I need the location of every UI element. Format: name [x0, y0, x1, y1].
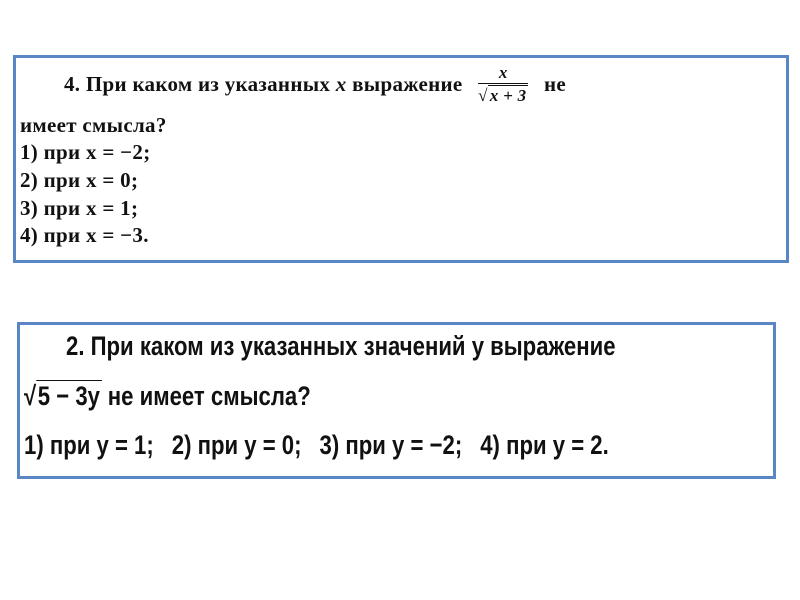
- problem-2-option-2: 2) при y = 0;: [171, 430, 302, 460]
- sqrt-symbol: √: [478, 86, 488, 105]
- problem-4-question-line-2: имеет смысла?: [20, 113, 167, 137]
- problem-4-option-4: 4) при x = −3.: [20, 223, 149, 247]
- problem-4-mid: выражение: [346, 71, 463, 96]
- problem-4-question-line: [64, 63, 567, 106]
- problem-2-option-3: 3) при y = −2;: [319, 430, 463, 460]
- problem-4-tail: не: [544, 71, 567, 96]
- sqrt-symbol: √: [24, 381, 37, 411]
- fraction-numerator: x: [478, 64, 528, 84]
- problem-2-option-1: 1) при y = 1;: [24, 430, 154, 460]
- problem-4-option-3: 3) при x = 1;: [20, 196, 139, 220]
- problem-4-option-2: 2) при x = 0;: [20, 168, 139, 192]
- problem-4-option-1: 1) при x = −2;: [20, 140, 151, 164]
- problem-2-option-4: 4) при y = 2.: [480, 430, 609, 460]
- problem-2-question-line-2: [24, 381, 311, 412]
- fraction-expression: [478, 64, 528, 104]
- problem-4-variable: x: [335, 71, 347, 96]
- problem-2-radicand: 5 − 3y: [37, 381, 100, 411]
- problem-4-card: [13, 55, 789, 263]
- problem-4-intro: 4. При каком из указанных: [64, 71, 336, 96]
- problem-2-tail: не имеет смысла?: [101, 381, 311, 411]
- fraction-denominator: [478, 84, 528, 104]
- problem-2-card: [17, 322, 776, 479]
- fraction-radicand: x + 3: [489, 86, 527, 105]
- problem-2-question-line: 2. При каком из указанных значений y выражение: [66, 331, 616, 361]
- problem-2-options: [24, 430, 609, 461]
